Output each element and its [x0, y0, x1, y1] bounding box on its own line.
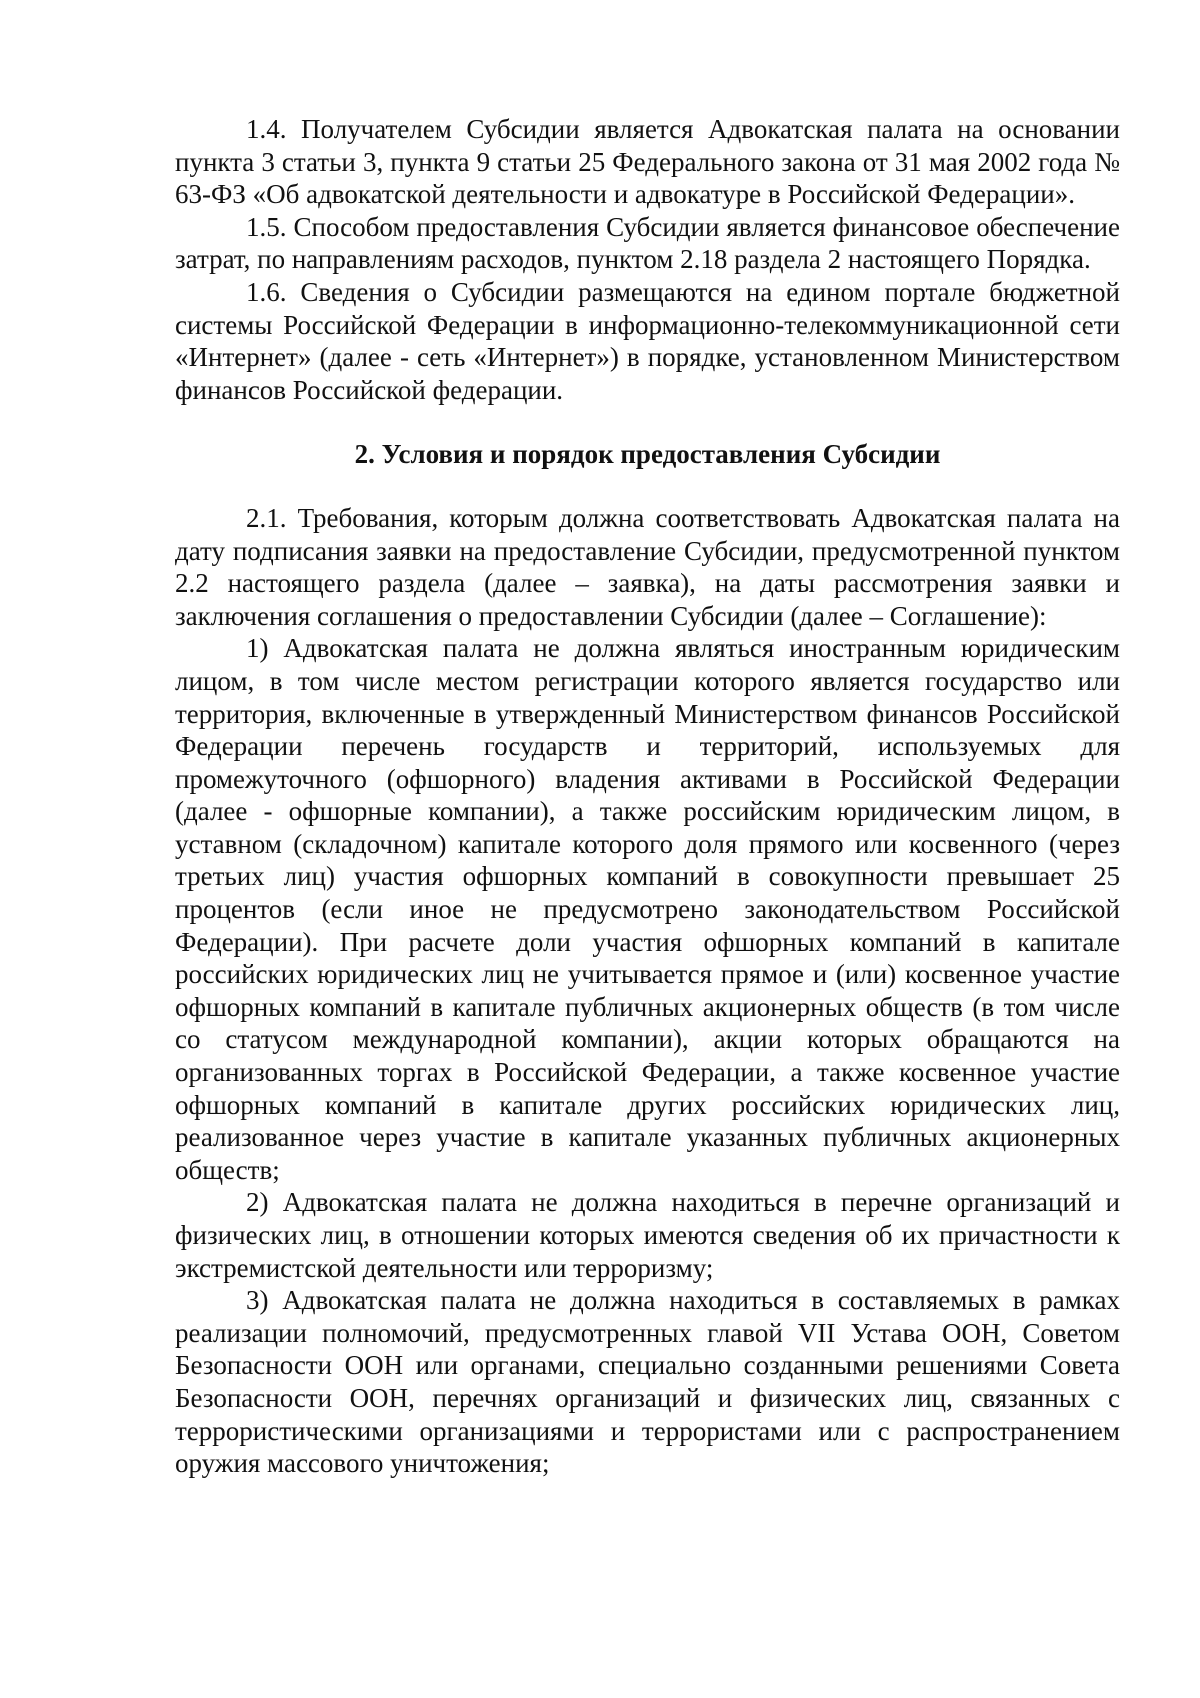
list-item-1: 1) Адвокатская палата не должна являться иностранным юридическим лицом, в том числе местом регистрации которого является государство или территория, включенные в утвержденный Министерством финансов Российской Федерации перечень государств и территорий, используемых для промежуточного (офшорного) владения активами в Российской Федерации (далее - офшорные компании), а также российским юридическим лицом, в уставном (складочном) капитале которого доля прямого или косвенного (через третьих лиц) участия офшорных компаний в совокупности превышает 25 процентов (если иное не предусмотрено законодательством Российской Федерации). При расчете доли участия офшорных компаний в капитале российских юридических лиц не учитывается прямое и (или) косвенное участие офшорных компаний в капитале публичных акционерных обществ (в том числе со статусом международной компании), акции которых обращаются на организованных торгах в Российской Федерации, а также косвенное участие офшорных компаний в капитале других российских юридических лиц, реализованное через участие в капитале указанных публичных акционерных обществ;	[175, 633, 1120, 1185]
spacer	[175, 406, 1120, 438]
document-body	[175, 113, 1120, 1480]
paragraph-1-4: 1.4. Получателем Субсидии является Адвокатская палата на основании пункта 3 статьи 3, пункта 9 статьи 25 Федерального закона от 31 мая 2002 года № 63-ФЗ «Об адвокатской деятельности и адвокатуре в Российской Федерации».	[175, 114, 1120, 210]
paragraph-1-6: 1.6. Сведения о Субсидии размещаются на едином портале бюджетной системы Российской Федерации в информационно-телекоммуникационной сети «Интернет» (далее - сеть «Интернет») в порядке, установленном Министерством финансов Российской федерации.	[175, 276, 1120, 405]
list-item-2: 2) Адвокатская палата не должна находиться в перечне организаций и физических лиц, в отношении которых имеются сведения об их причастности к экстремистской деятельности или терроризму;	[175, 1187, 1120, 1283]
list-item-3: 3) Адвокатская палата не должна находиться в составляемых в рамках реализации полномочий, предусмотренных главой VII Устава ООН, Советом Безопасности ООН или органами, специально созданными решениями Совета Безопасности ООН, перечнях организаций и физических лиц, связанных с террористическими организациями и террористами или с распространением оружия массового уничтожения;	[175, 1285, 1120, 1479]
paragraph-1-5: 1.5. Способом предоставления Субсидии является финансовое обеспечение затрат, по направлениям расходов, пунктом 2.18 раздела 2 настоящего Порядка.	[175, 211, 1120, 275]
spacer	[175, 471, 1120, 502]
paragraph-2-1: 2.1. Требования, которым должна соответствовать Адвокатская палата на дату подписания заявки на предоставление Субсидии, предусмотренной пунктом 2.2 настоящего раздела (далее – заявка), на даты рассмотрения заявки и заключения соглашения о предоставлении Субсидии (далее – Соглашение):	[175, 502, 1120, 631]
section-heading: 2. Условия и порядок предоставления Субсидии	[354, 439, 941, 470]
